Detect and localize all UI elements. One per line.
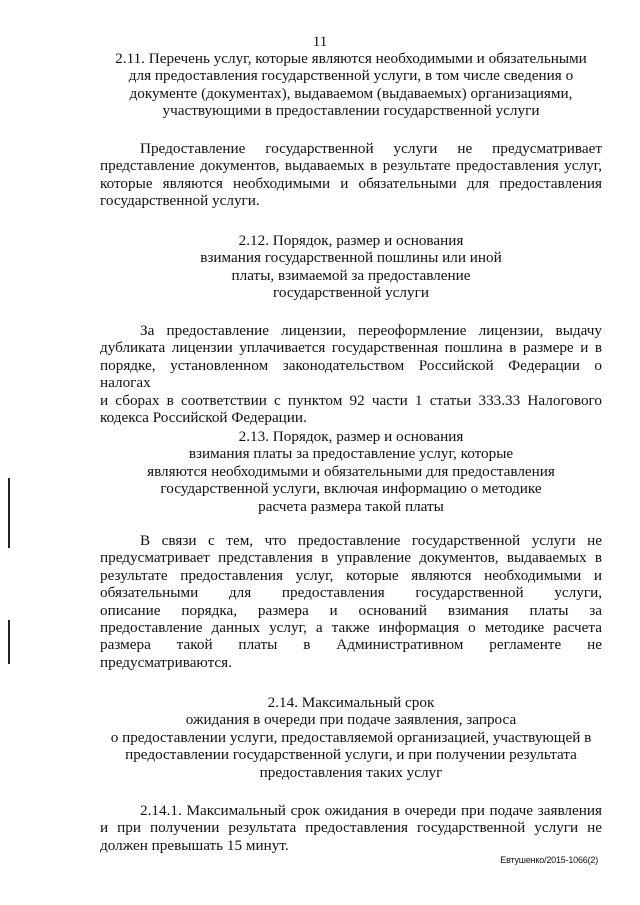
heading-line: участвующими в предоставлении государственной услуги xyxy=(162,102,540,120)
heading-line: взимания платы за предоставление услуг, которые xyxy=(188,445,514,463)
body-line: Предоставление государственной услуги не предусматривает xyxy=(140,140,602,157)
heading-line: 2.11. Перечень услуг, которые являются необходимыми и обязательными xyxy=(115,50,587,67)
heading-line: 2.14. Максимальный срок xyxy=(267,694,435,711)
body-line: результате предоставления услуг, которые являются необходимыми и xyxy=(100,566,602,584)
section-2-11-body xyxy=(100,140,602,210)
body-line: и при получении результата предоставления государственной услуги не xyxy=(100,819,602,837)
scan-edge-mark xyxy=(8,478,10,548)
heading-line: государственной услуги xyxy=(273,284,429,302)
body-line: государственной услуги. xyxy=(100,192,260,210)
heading-line: расчета размера такой платы xyxy=(258,497,444,515)
heading-line: документе (документах), выдаваемом (выдаваемых) организациями, xyxy=(129,84,573,102)
body-line: представление документов, выдаваемых в результате предоставления услуг, xyxy=(100,157,602,175)
heading-line: 2.12. Порядок, размер и основания xyxy=(238,232,464,249)
heading-line: взимания государственной пошлины или иной xyxy=(200,249,502,267)
body-line: порядке, установленном законодательством Российской Федерации о налогах xyxy=(100,356,602,392)
body-line: и сборах в соответствии с пунктом 92 части 1 статьи 333.33 Налогового xyxy=(100,391,602,409)
body-line: размера такой платы в Административном регламенте не xyxy=(100,636,602,654)
heading-line: ожидания в очереди при подаче заявления, запроса xyxy=(185,711,517,729)
document-footer-code: Евтушенко/2015-1066(2) xyxy=(500,855,598,865)
heading-line: являются необходимыми и обязательными для предоставления xyxy=(147,462,555,480)
heading-line: предоставлении государственной услуги, и при получении результата xyxy=(125,746,577,764)
heading-line: для предоставления государственной услуги, в том числе сведения о xyxy=(128,67,574,85)
body-line: описание порядка, размера и оснований взимания платы за xyxy=(100,601,602,619)
heading-line: платы, взимаемой за предоставление xyxy=(231,266,471,284)
body-line: дубликата лицензии уплачивается государственная пошлина в размере и в xyxy=(100,339,602,357)
body-line: предусматривает представления в управление документов, выдаваемых в xyxy=(100,549,602,567)
body-line: 2.14.1. Максимальный срок ожидания в очереди при подаче заявления xyxy=(140,802,602,819)
body-line: За предоставление лицензии, переоформление лицензии, выдачу xyxy=(140,322,602,339)
heading-line: предоставления таких услуг xyxy=(259,763,443,781)
body-line: В связи с тем, что предоставление государственной услуги не xyxy=(140,532,602,549)
section-2-11-heading xyxy=(100,50,602,120)
body-line: предусматриваются. xyxy=(100,653,232,671)
body-line: которые являются необходимыми и обязательными для предоставления xyxy=(100,174,602,192)
section-2-12-heading xyxy=(100,232,602,302)
section-2-13-body xyxy=(100,532,602,671)
body-line: кодекса Российской Федерации. xyxy=(100,409,307,427)
section-2-12-body xyxy=(100,322,602,426)
section-2-14-body xyxy=(100,802,602,854)
scan-edge-mark xyxy=(8,620,10,664)
body-line: обязательными для предоставления государственной услуги, xyxy=(100,584,602,602)
heading-line: 2.13. Порядок, размер и основания xyxy=(238,428,464,445)
section-2-13-heading xyxy=(100,428,602,515)
section-2-14-heading xyxy=(100,694,602,781)
body-line: должен превышать 15 минут. xyxy=(100,836,289,854)
page-number: 11 xyxy=(312,34,328,50)
heading-line: о предоставлении услуги, предоставляемой организацией, участвующей в xyxy=(110,728,592,746)
heading-line: государственной услуги, включая информацию о методике xyxy=(160,480,542,498)
body-line: предоставление данных услуг, а также информация о методике расчета xyxy=(100,619,602,637)
